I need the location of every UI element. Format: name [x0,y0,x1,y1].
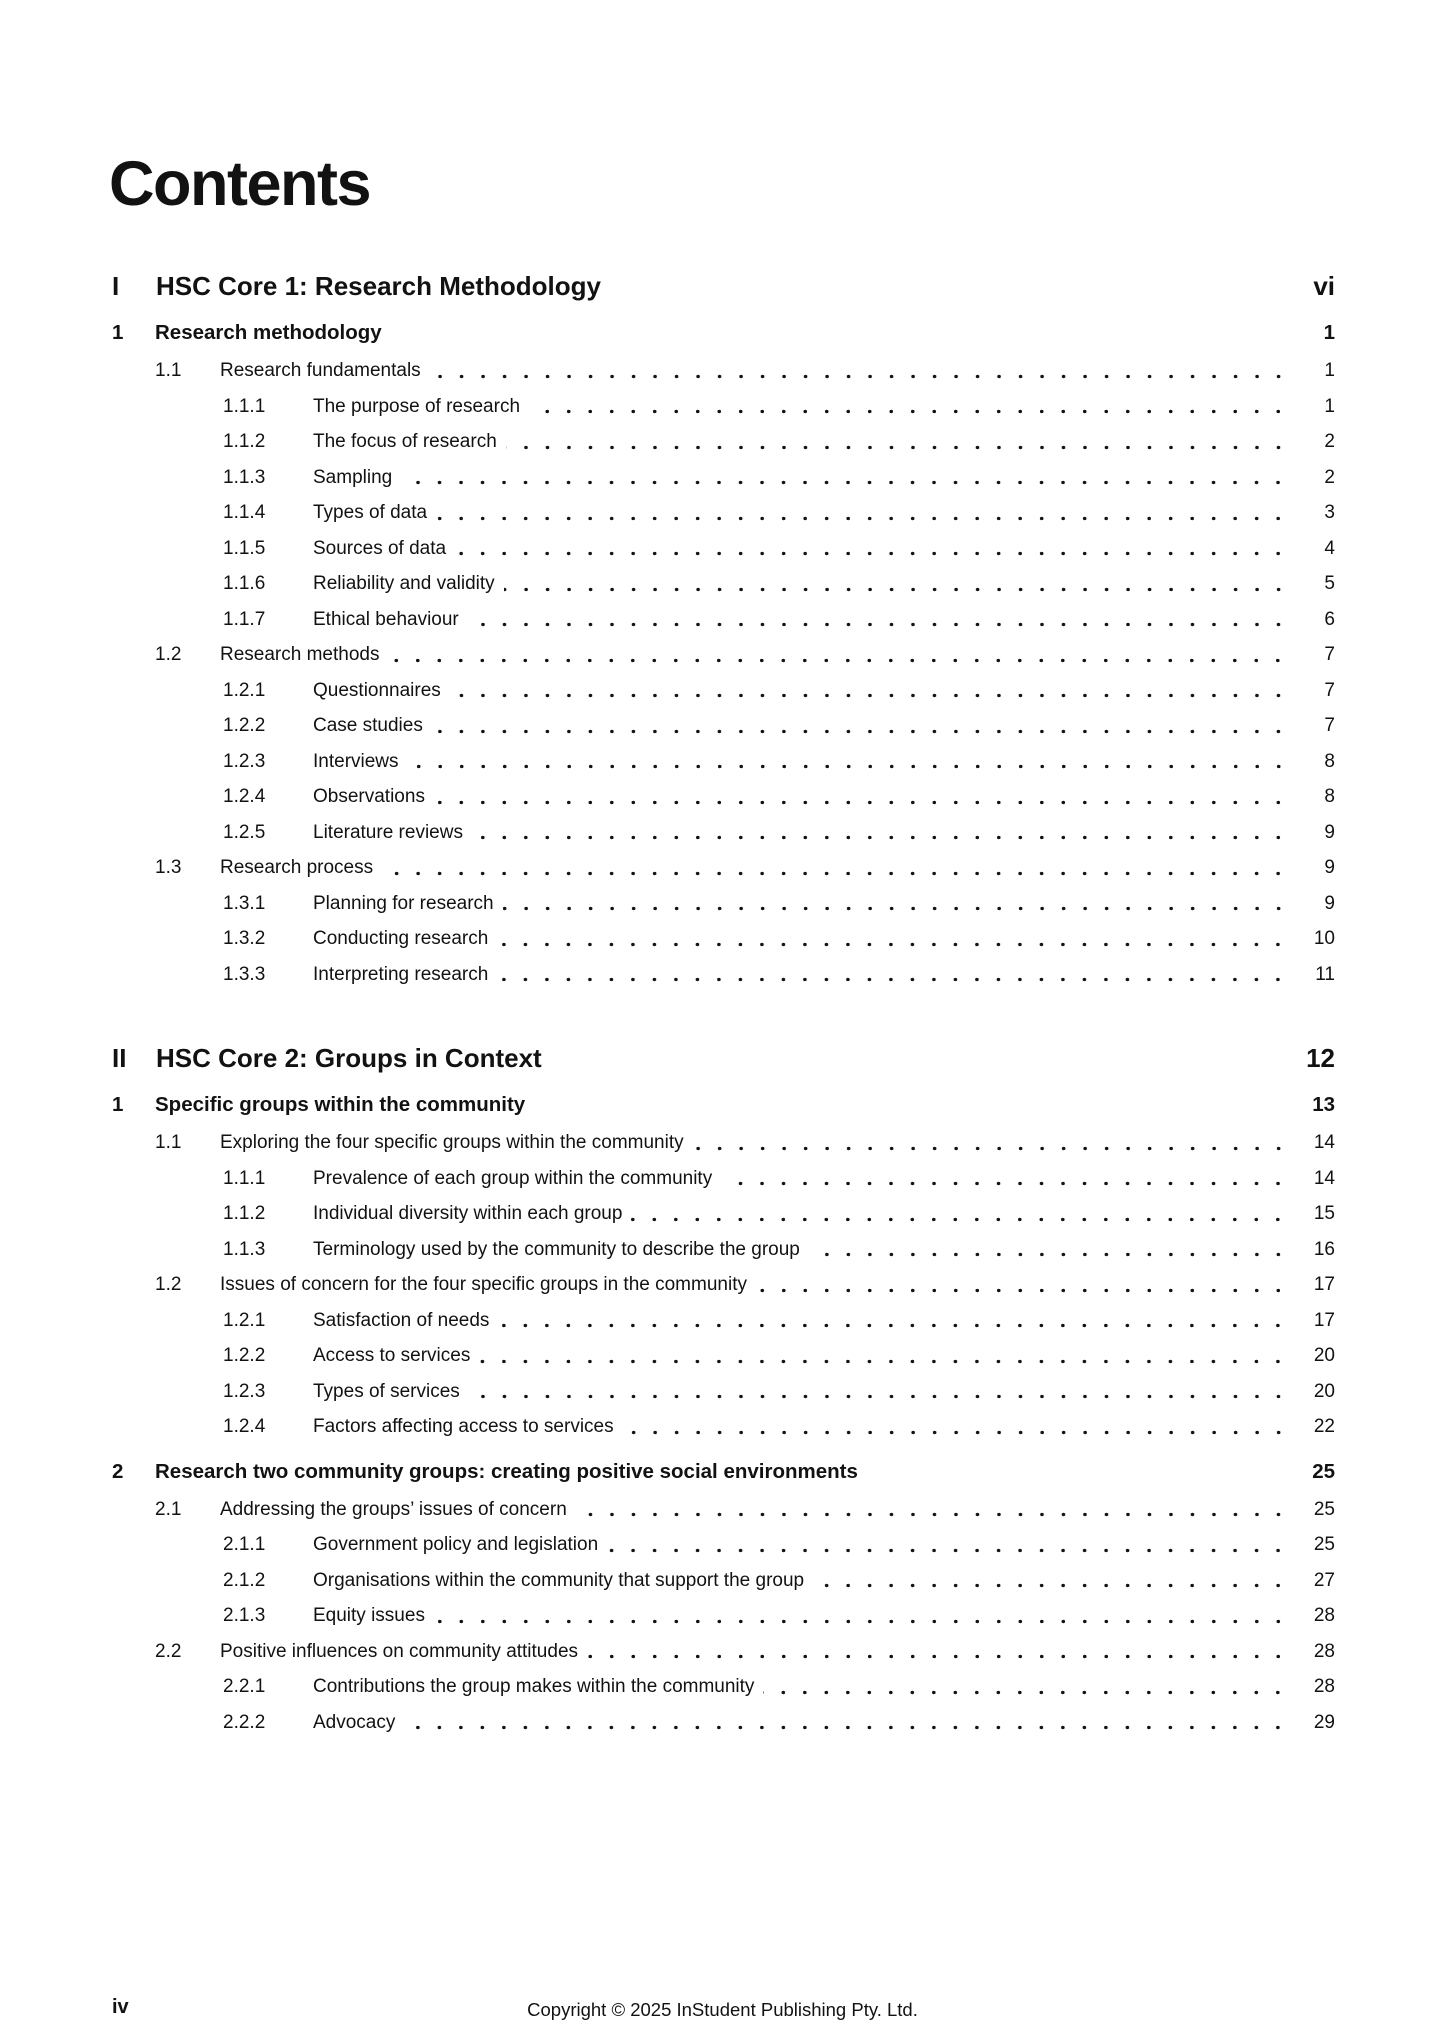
toc-entry-title: Research process [220,857,374,878]
toc-entry-title: Specific groups within the community [155,1093,526,1116]
toc-dot-leader [382,871,1289,876]
toc-dot-leader [468,622,1289,627]
toc-dot-leader [721,1181,1289,1186]
toc-dot-leader [693,1146,1289,1151]
toc-entry [112,637,1335,673]
toc-entry-number: 1 [112,321,124,344]
toc-entry-title: Sources of data [313,537,447,559]
toc-entry-number: 1.1.2 [223,1203,266,1224]
toc-entry-page: 9 [1324,857,1335,878]
toc-entry-title: Sampling [313,466,393,488]
toc-entry-title: Individual diversity within each group [313,1203,623,1224]
toc-dot-leader [503,906,1289,911]
toc-dot-leader [404,1725,1289,1730]
toc-entry-title: Factors affecting access to services [313,1416,614,1437]
toc-entry [112,1232,1335,1268]
toc-entry-number: 1.2.2 [223,1345,266,1366]
toc-entry-title: Addressing the groups’ issues of concern [220,1498,567,1520]
page-title: Contents [109,149,370,219]
toc-entry-page: 13 [1312,1093,1335,1116]
toc-entry-title: Contributions the group makes within the community [313,1676,755,1697]
toc-entry-page: vi [1313,271,1335,301]
toc-dot-leader [529,409,1289,414]
toc-entry-title: Prevalence of each group within the community [313,1167,713,1189]
toc-entry-title: Interviews [313,750,399,772]
toc-entry-number: 2.2 [155,1640,182,1662]
toc-entry [112,602,1335,638]
toc-entry [112,1196,1335,1232]
toc-entry [112,673,1335,709]
toc-dot-leader [434,800,1289,805]
toc-entry-number: 1.3.3 [223,963,266,985]
toc-entry-number: 1.3 [155,857,182,878]
toc-entry-title: Research two community groups: creating positive social environments [155,1459,858,1483]
footer-copyright: Copyright © 2025 InStudent Publishing Pty. Ltd. [527,1999,918,2020]
toc-dot-leader [432,729,1289,734]
toc-entry-number: 2.1.1 [223,1534,266,1555]
toc-dot-leader [576,1512,1289,1517]
toc-entry [112,850,1335,886]
toc-entry-number: I [112,271,120,301]
toc-entry-page: 7 [1324,679,1335,701]
toc-entry-number: 1.2.1 [223,679,266,701]
toc-entry-number: 1.1.6 [223,573,266,594]
toc-entry-title: Case studies [313,715,423,736]
toc-entry-number: II [112,1043,127,1073]
toc-entry-number: 2.1 [155,1498,182,1520]
toc-entry-title: Research methodology [155,321,382,344]
toc-entry-number: 1.2 [155,644,182,665]
toc-entry-title: Positive influences on community attitudes [220,1640,579,1662]
toc-entry-number: 2.2.1 [223,1676,266,1697]
toc-entry [112,1161,1335,1197]
toc-entry-number: 1.1.3 [223,466,266,488]
toc-entry [112,460,1335,496]
toc-entry [112,1563,1335,1599]
toc-entry [112,531,1335,567]
toc-entry-title: Access to services [313,1345,471,1366]
toc-entry-page: 25 [1313,1498,1335,1520]
toc-dot-leader [450,693,1289,698]
toc-entry-page: 25 [1313,1534,1335,1555]
toc-entry-title: Exploring the four specific groups within the community [220,1132,684,1153]
toc-dot-leader [388,658,1289,663]
toc-entry-page: 8 [1324,786,1335,807]
toc-entry-title: Interpreting research [313,963,489,985]
toc-entry [112,886,1335,922]
toc-entry-title: Government policy and legislation [313,1534,599,1555]
toc-entry [112,1338,1335,1374]
toc-entry-number: 1.2 [155,1274,182,1295]
toc-dot-leader [472,835,1289,840]
toc-page [109,148,1335,1740]
toc-dot-leader [469,1394,1289,1399]
toc-entry-number: 1.1.1 [223,1167,266,1189]
toc-entry [112,1409,1335,1445]
toc-entry-page: 20 [1313,1345,1335,1366]
toc-entry-page: 22 [1313,1416,1335,1437]
toc-entry [112,424,1335,460]
toc-entry [112,708,1335,744]
toc-list [112,266,1335,1740]
toc-entry [112,1598,1335,1634]
toc-dot-leader [587,1654,1289,1659]
toc-entry-title: Questionnaires [313,679,441,701]
toc-dot-leader [455,551,1289,556]
toc-entry-page: 12 [1306,1043,1335,1073]
toc-entry-title: Advocacy [313,1711,396,1733]
toc-dot-leader [607,1548,1289,1553]
toc-entry [112,566,1335,602]
toc-entry-page: 2 [1324,466,1335,488]
toc-entry [112,921,1335,957]
toc-entry [112,1267,1335,1303]
toc-entry-title: Organisations within the community that support the group [313,1569,805,1591]
toc-entry [112,1374,1335,1410]
toc-entry-page: 6 [1324,608,1335,630]
toc-entry-title: Types of services [313,1380,460,1402]
toc-entry-number: 1.2.4 [223,1416,266,1437]
toc-entry-page: 1 [1323,321,1335,344]
toc-entry [112,1038,1335,1078]
toc-entry-number: 1.3.2 [223,928,266,949]
toc-entry-title: HSC Core 1: Research Methodology [156,271,601,301]
toc-entry-number: 1.1.1 [223,395,266,417]
toc-entry-title: Terminology used by the community to describe the group [313,1238,800,1260]
toc-dot-leader [497,942,1289,947]
toc-entry-number: 2.2.2 [223,1711,266,1733]
toc-entry-number: 1.2.1 [223,1309,266,1331]
toc-entry-page: 5 [1324,573,1335,594]
toc-entry-number: 1.1 [155,360,182,381]
toc-entry-title: Research fundamentals [220,360,421,381]
toc-entry [112,1527,1335,1563]
toc-entry-page: 1 [1324,360,1335,381]
toc-entry-title: Literature reviews [313,821,463,843]
toc-entry-page: 28 [1313,1640,1335,1662]
toc-entry [112,1492,1335,1528]
toc-entry-number: 1.1.3 [223,1238,266,1260]
toc-entry [112,389,1335,425]
toc-entry-title: Satisfaction of needs [313,1309,490,1331]
toc-entry-number: 1.1.2 [223,431,266,452]
toc-entry-page: 17 [1313,1309,1335,1331]
toc-dot-leader [813,1583,1289,1588]
toc-dot-leader [408,764,1289,769]
toc-entry-page: 28 [1313,1676,1335,1697]
toc-entry-title: Ethical behaviour [313,608,459,630]
toc-entry-title: HSC Core 2: Groups in Context [156,1043,542,1073]
toc-entry-page: 29 [1313,1711,1335,1733]
toc-entry [112,495,1335,531]
toc-dot-leader [434,1619,1289,1624]
toc-entry-title: Planning for research [313,892,494,914]
toc-entry-page: 7 [1324,644,1335,665]
toc-dot-leader [498,1323,1289,1328]
toc-entry-title: Types of data [313,502,428,523]
toc-dot-leader [479,1359,1289,1364]
toc-dot-leader [809,1252,1289,1257]
toc-entry-number: 1.2.3 [223,1380,266,1402]
toc-entry-page: 4 [1324,537,1335,559]
toc-entry-page: 14 [1313,1132,1335,1153]
toc-entry [112,266,1335,306]
toc-dot-leader [497,977,1289,982]
toc-entry-title: The purpose of research [313,395,521,417]
toc-entry [112,1303,1335,1339]
toc-entry-number: 2.1.2 [223,1569,266,1591]
toc-entry [112,779,1335,815]
toc-dot-leader [623,1430,1289,1435]
toc-entry [112,353,1335,389]
toc-entry [112,1085,1335,1125]
toc-entry-number: 1.1.7 [223,608,266,630]
toc-entry-page: 7 [1324,715,1335,736]
toc-entry-page: 1 [1324,395,1335,417]
toc-dot-leader [506,445,1289,450]
toc-entry-number: 1.2.5 [223,821,266,843]
toc-entry [112,815,1335,851]
footer-page-number: iv [112,1996,129,2018]
toc-entry-page: 11 [1315,963,1335,985]
toc-entry [112,1452,1335,1492]
toc-entry-number: 1.2.3 [223,750,266,772]
toc-dot-leader [631,1217,1289,1222]
toc-entry [112,1705,1335,1741]
toc-entry [112,1669,1335,1705]
toc-entry [112,744,1335,780]
toc-entry-page: 9 [1324,892,1335,914]
toc-dot-leader [504,587,1289,592]
toc-entry-number: 1.2.2 [223,715,266,736]
toc-dot-leader [430,374,1289,379]
toc-entry [112,313,1335,353]
toc-entry-number: 1.1.4 [223,502,266,523]
toc-entry-title: Reliability and validity [313,573,495,594]
toc-entry-title: Research methods [220,644,380,665]
toc-entry-number: 1.1 [155,1132,182,1153]
toc-entry [112,1634,1335,1670]
toc-entry-page: 27 [1313,1569,1335,1591]
toc-entry [112,957,1335,993]
toc-entry-page: 16 [1313,1238,1335,1260]
toc-entry-number: 1 [112,1093,124,1116]
toc-entry-title: The focus of research [313,431,497,452]
toc-entry-page: 28 [1313,1605,1335,1626]
toc-entry-number: 2 [112,1459,124,1483]
toc-entry-page: 9 [1324,821,1335,843]
toc-entry-title: Conducting research [313,928,489,949]
toc-dot-leader [763,1690,1289,1695]
toc-entry-number: 1.2.4 [223,786,266,807]
toc-entry-page: 14 [1313,1167,1335,1189]
toc-entry-page: 25 [1312,1459,1335,1483]
toc-entry [112,1125,1335,1161]
toc-entry-title: Issues of concern for the four specific groups in the community [220,1274,747,1295]
toc-entry-page: 17 [1313,1274,1335,1295]
toc-entry-page: 10 [1313,928,1335,949]
toc-entry-number: 2.1.3 [223,1605,266,1626]
toc-entry-title: Observations [313,786,425,807]
toc-entry-number: 1.3.1 [223,892,266,914]
toc-dot-leader [436,516,1289,521]
toc-entry-page: 15 [1313,1203,1335,1224]
toc-entry-number: 1.1.5 [223,537,266,559]
toc-dot-leader [756,1288,1289,1293]
toc-entry-page: 2 [1324,431,1335,452]
toc-entry-title: Equity issues [313,1605,425,1626]
toc-entry-page: 3 [1324,502,1335,523]
toc-entry-page: 20 [1313,1380,1335,1402]
toc-dot-leader [401,480,1289,485]
toc-entry-page: 8 [1324,750,1335,772]
